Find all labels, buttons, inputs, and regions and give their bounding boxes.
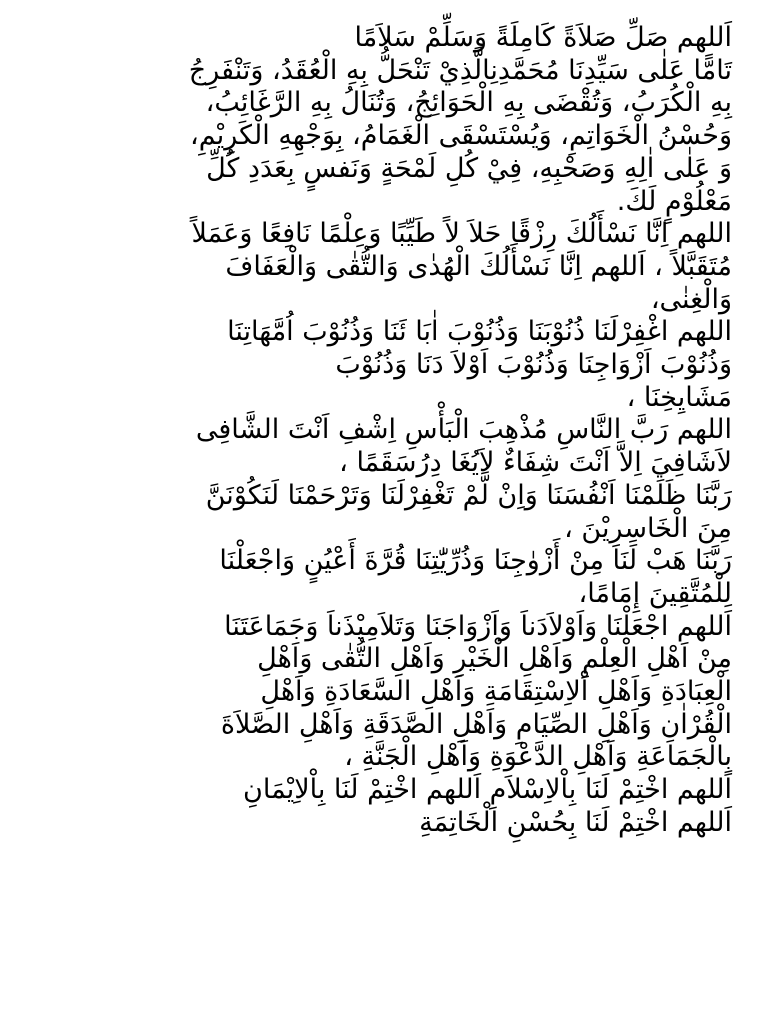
text-line: لِلْمُتَّقِينَ إِمَامًا، xyxy=(578,577,732,609)
text-line: وَالْغِنٰى، xyxy=(650,283,732,315)
text-line: اللهم اغْفِرْلَنَا ذُنُوْبَنَا وَذُنُوْبَ اٰبَا ئَنَا وَذُنُوْبَ اُمَّهَاتِنَا xyxy=(227,316,732,348)
text-line: مِنْ اَهْلِ الْعِلْمِ وَاَهْلِ الْخَيْرِ وَاَهْلِ التُّقٰى وَاَهْلِ xyxy=(257,643,732,675)
text-line: وَ عَلٰى اٰلِهِ وَصَحْبِهِ، فِيْ كُلِ لَمْحَةٍ وَنَفسٍ بِعَدَدِ كُلِّ xyxy=(206,152,732,184)
text-line: اللهم رَبَّ النَّاسِ مُذْهِبَ الْبَأْسِ اِشْفِ اَنْتَ الشَّافِى xyxy=(195,414,732,446)
text-line: اَللهم اخْتِمْ لَنَا بِحُسْنِ الْخَاتِمَةِ xyxy=(419,806,732,838)
text-line: اَللهم اجْعَلْنَا وَاَوْلاَدَناَ وَاَزْوَاجَنَا وَتَلاَمِيْذَناَ وَجَمَاعَتَنَا xyxy=(224,610,732,642)
text-line: بِالْجَمَاعَةِ وَاَهْلِ الدَّعْوَةِ وَاَهْلِ الْجَنَّةِ ، xyxy=(344,741,732,773)
text-line: اَللهم صَلِّ صَلاَةً كَامِلَةً وَسَلِّمْ سَلاَمًا xyxy=(354,22,732,53)
text-line: الْعِبَادَةِ وَاَهْلِ اْلاِسْتِقَامَةِ وَاَهْلِ السَّعَادَةِ وَاَهْلِ xyxy=(260,676,732,708)
text-line: رَبَّنَا هَبْ لَنَا مِنْ أَزْوٰجِنَا وَذُرِّيّٰتِنَا قُرَّةَ أَعْيُنٍ وَاجْعَلْنَا xyxy=(219,545,732,577)
prayer-document xyxy=(36,22,732,840)
text-line: مَعْلُوْمٍ لَكَ. xyxy=(616,185,732,217)
text-line: اللهم اِنَّا نَسْأَلُكَ رِزْقًا حَلاَ لاً طَيِّبًا وَعِلْمًا نَافِعًا وَعَمَلاً xyxy=(191,218,732,250)
text-line: مَشَايِخِنَا ، xyxy=(626,381,732,413)
text-line: اَللهم اخْتِمْ لَنَا بِاْلاِسْلاَمِ اَللهم اخْتِمْ لَنَا بِاْلاِيْمَانِ xyxy=(243,774,732,806)
text-line: الْقُرْاٰنِ وَاَهْلِ الصِّيَامِ وَاَهْلِ الصَّدَقَةِ وَاَهْلِ الصَّلاَةَ xyxy=(220,708,732,740)
text-line: وَذُنُوْبَ اَزْوَاجِنَا وَذُنُوْبَ اَوْلاَ دَنَا وَذُنُوْبَ xyxy=(335,349,732,381)
text-line: مُتَقَبَّلاً ، اَللهم اِنَّا نَسْأَلُكَ الْهُدٰى وَالتُّقٰى وَالْعَفَافَ xyxy=(225,250,732,282)
text-line: لاَشَافِيَ اِلاَّ اَنْتَ شِفَاءٌ لاَيُغَا دِرُسَقَمًا ، xyxy=(339,447,732,479)
text-line: تَامًّا عَلٰى سَيِّدِنَا مُحَمَّدِنِالَّذِيْ تَنْحَلُّ بِهِ الْعُقَدُ، وَتَنْفَرِجُ xyxy=(188,54,732,86)
text-line: وَحُسْنُ الْخَوَاتِمِ، وَيُسْتَسْقَى الْغَمَامُ، بِوَجْهِهِ الْكَرِيْمِ، xyxy=(190,120,732,152)
text-line: بِهِ الْكُرَبُ، وَتُقْضَى بِهِ الْحَوَائِجُ، وَتُنَالُ بِهِ الرَّغَائِبُ، xyxy=(205,87,732,119)
text-line: رَبَّنَا ظَلَمْنَا اَنْفُسَنَا وَاِنْ لَّمْ تَغْفِرْلَنَا وَتَرْحَمْنَا لَنَكُوْنَنَّ xyxy=(205,479,732,511)
text-line: مِنَ الْخَاسِرِيْنَ ، xyxy=(564,512,732,544)
